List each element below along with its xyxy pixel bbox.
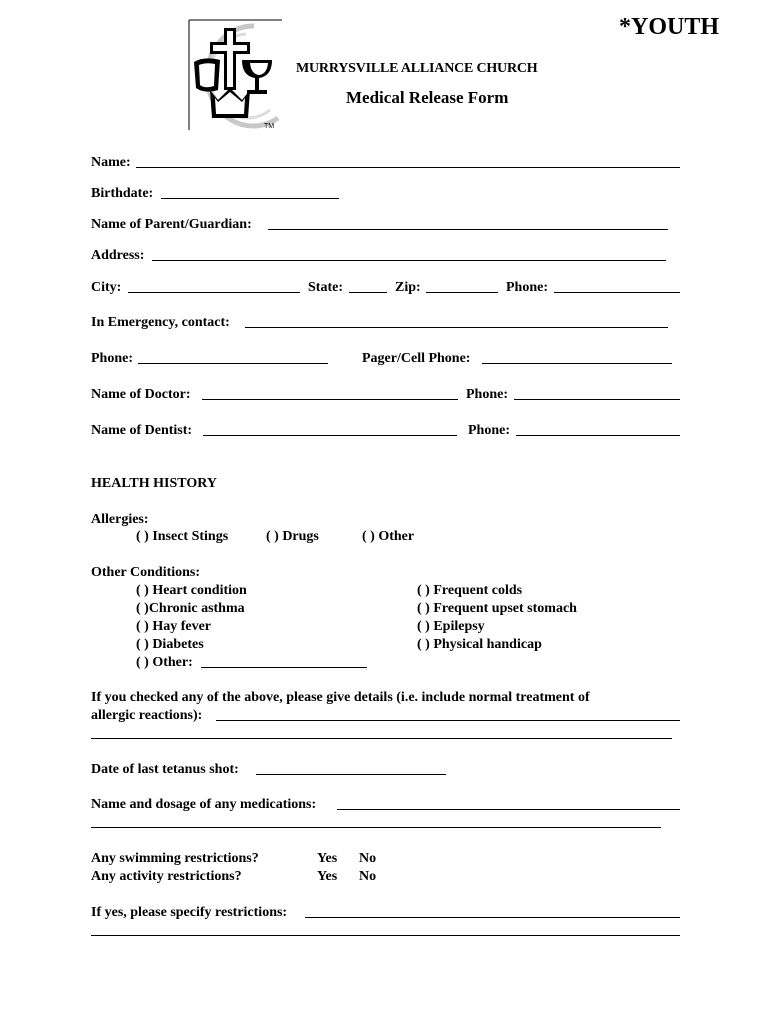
swimming-no[interactable]: No <box>359 851 377 866</box>
church-name: MURRYSVILLE ALLIANCE CHURCH <box>296 61 538 76</box>
parent-field[interactable] <box>268 229 668 230</box>
specify-field-2[interactable] <box>91 935 680 936</box>
specify-label: If yes, please specify restrictions: <box>91 905 288 920</box>
name-label: Name: <box>91 155 131 170</box>
church-logo <box>174 18 286 132</box>
emergency-phone-label: Phone: <box>91 351 133 366</box>
category-label: *YOUTH <box>618 14 719 40</box>
emergency-phone-field[interactable] <box>138 363 328 364</box>
medications-label: Name and dosage of any medications: <box>91 797 317 812</box>
pager-label: Pager/Cell Phone: <box>362 351 471 366</box>
pager-field[interactable] <box>482 363 672 364</box>
allergies-label: Allergies: <box>91 512 149 527</box>
svg-text:TM: TM <box>264 123 275 130</box>
condition-diabetes[interactable]: ( ) Diabetes <box>136 637 204 652</box>
details-prompt: If you checked any of the above, please give details (i.e. include normal treatment of <box>91 690 590 705</box>
condition-other-field[interactable] <box>201 667 367 668</box>
address-field[interactable] <box>152 260 666 261</box>
condition-hay-fever[interactable]: ( ) Hay fever <box>136 619 212 634</box>
condition-epilepsy[interactable]: ( ) Epilepsy <box>417 619 485 634</box>
phone-field[interactable] <box>554 292 680 293</box>
details-field[interactable] <box>216 720 680 721</box>
dentist-field[interactable] <box>203 435 457 436</box>
dentist-phone-field[interactable] <box>516 435 680 436</box>
condition-upset-stomach[interactable]: ( ) Frequent upset stomach <box>417 601 577 616</box>
state-field[interactable] <box>349 292 387 293</box>
details-prompt-cont: allergic reactions): <box>91 708 203 723</box>
zip-label: Zip: <box>395 280 421 295</box>
activity-yes[interactable]: Yes <box>317 869 338 884</box>
condition-asthma[interactable]: ( )Chronic asthma <box>136 601 245 616</box>
swimming-yes[interactable]: Yes <box>317 851 338 866</box>
form-title: Medical Release Form <box>346 88 509 107</box>
emergency-field[interactable] <box>245 327 668 328</box>
doctor-field[interactable] <box>202 399 458 400</box>
state-label: State: <box>308 280 343 295</box>
activity-label: Any activity restrictions? <box>91 869 242 884</box>
city-field[interactable] <box>128 292 300 293</box>
medications-field-2[interactable] <box>91 827 661 828</box>
name-field[interactable] <box>136 167 680 168</box>
allergy-drugs[interactable]: ( ) Drugs <box>266 529 319 544</box>
doctor-phone-field[interactable] <box>514 399 680 400</box>
activity-no[interactable]: No <box>359 869 377 884</box>
medications-field[interactable] <box>337 809 680 810</box>
parent-label: Name of Parent/Guardian: <box>91 217 252 232</box>
health-history-heading: HEALTH HISTORY <box>91 476 217 491</box>
dentist-phone-label: Phone: <box>468 423 510 438</box>
condition-frequent-colds[interactable]: ( ) Frequent colds <box>417 583 523 598</box>
address-label: Address: <box>91 248 145 263</box>
tetanus-label: Date of last tetanus shot: <box>91 762 239 777</box>
doctor-label: Name of Doctor: <box>91 387 191 402</box>
birthdate-field[interactable] <box>161 198 339 199</box>
details-field-2[interactable] <box>91 738 672 739</box>
emergency-label: In Emergency, contact: <box>91 315 230 330</box>
conditions-label: Other Conditions: <box>91 565 201 580</box>
allergy-insect-stings[interactable]: ( ) Insect Stings <box>136 529 229 544</box>
birthdate-label: Birthdate: <box>91 186 154 201</box>
specify-field[interactable] <box>305 917 680 918</box>
swimming-label: Any swimming restrictions? <box>91 851 259 866</box>
city-label: City: <box>91 280 122 295</box>
condition-other[interactable]: ( ) Other: <box>136 655 193 670</box>
condition-physical-handicap[interactable]: ( ) Physical handicap <box>417 637 542 652</box>
condition-heart[interactable]: ( ) Heart condition <box>136 583 247 598</box>
tetanus-field[interactable] <box>256 774 446 775</box>
dentist-label: Name of Dentist: <box>91 423 193 438</box>
allergy-other[interactable]: ( ) Other <box>362 529 415 544</box>
doctor-phone-label: Phone: <box>466 387 508 402</box>
phone-label: Phone: <box>506 280 548 295</box>
zip-field[interactable] <box>426 292 498 293</box>
